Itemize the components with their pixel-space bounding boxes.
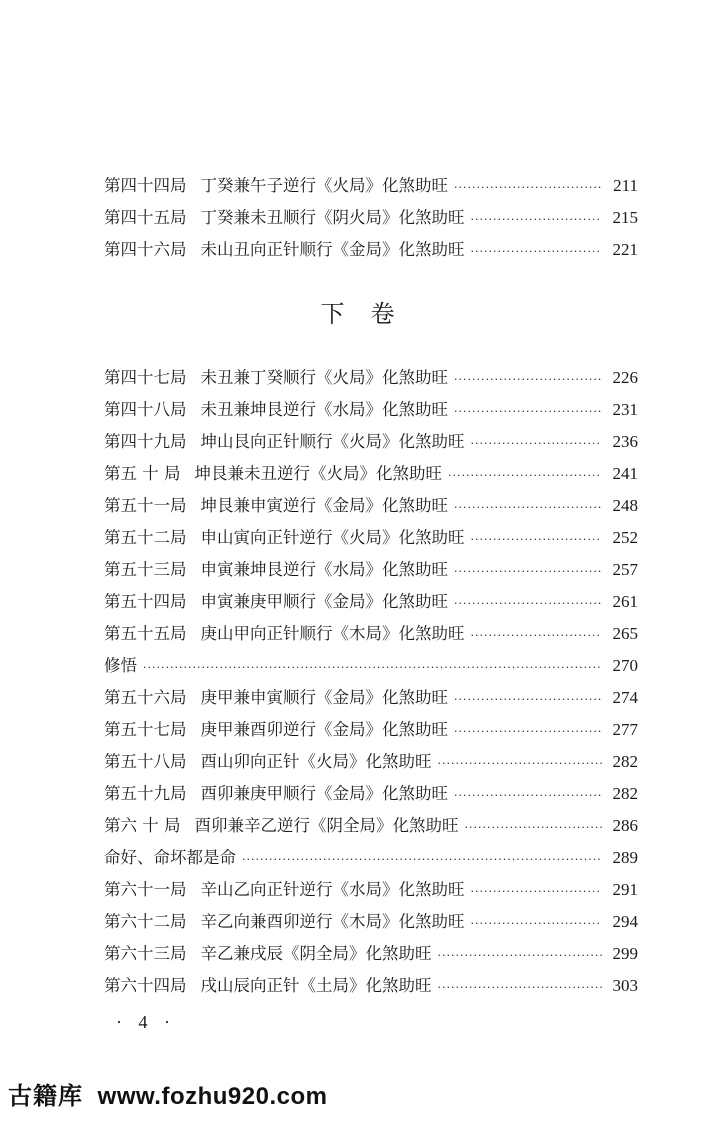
toc-entry-title: 丁癸兼未丑顺行《阴火局》化煞助旺 [200, 208, 465, 227]
toc-entry-title: 申寅兼庚甲顺行《金局》化煞助旺 [200, 592, 448, 611]
toc-leader-dots [471, 876, 603, 908]
toc-leader-dots [454, 556, 602, 588]
toc-entry-page: 289 [612, 848, 638, 867]
toc-leader-dots [471, 236, 603, 268]
toc-entry-label: 第五十八局 [104, 752, 187, 771]
toc-entry [104, 874, 638, 906]
watermark-url: www.fozhu920.com [97, 1083, 328, 1110]
toc-entry-label: 第四十四局 [104, 176, 187, 195]
toc-leader-dots [471, 524, 603, 556]
toc-leader-dots [471, 204, 603, 236]
toc-entry [104, 810, 638, 842]
toc-entry-title: 坤艮兼未丑逆行《火局》化煞助旺 [194, 464, 442, 483]
watermark-name: 古籍库 [8, 1083, 83, 1110]
toc-entry-page: 303 [612, 976, 638, 995]
toc-entry-page: 282 [612, 752, 638, 771]
toc-leader-dots [242, 844, 602, 876]
toc-entry-label: 第六十二局 [104, 912, 187, 931]
toc-leader-dots [471, 620, 603, 652]
toc-entry-title: 坤山艮向正针顺行《火局》化煞助旺 [200, 432, 465, 451]
toc-entry-label: 第五十六局 [104, 688, 187, 707]
page-number: · 4 · [116, 1012, 176, 1032]
toc-leader-dots [454, 364, 602, 396]
toc-entry-page: 265 [612, 624, 638, 643]
toc-leader-dots [454, 684, 602, 716]
toc-entry-title: 申寅兼坤艮逆行《水局》化煞助旺 [200, 560, 448, 579]
toc-entry-title: 酉卯兼辛乙逆行《阴全局》化煞助旺 [194, 816, 459, 835]
toc-entry-title: 修悟 [104, 656, 137, 675]
toc-entry-page: 226 [612, 368, 638, 387]
toc-entry [104, 618, 638, 650]
toc-entry-label: 第五十一局 [104, 496, 187, 515]
toc-entry [104, 586, 638, 618]
toc-entry-label: 第四十七局 [104, 368, 187, 387]
toc-entry-label: 第五十五局 [104, 624, 187, 643]
watermark [8, 1076, 327, 1111]
toc-entry-page: 252 [612, 528, 638, 547]
toc-entry [104, 650, 638, 682]
toc-entry-title: 未丑兼丁癸顺行《火局》化煞助旺 [200, 368, 448, 387]
toc-entry-page: 236 [612, 432, 638, 451]
toc-entry-label: 第五十七局 [104, 720, 187, 739]
toc-entry-page: 270 [612, 656, 638, 675]
toc-entry [104, 202, 638, 234]
toc-entry-page: 257 [612, 560, 638, 579]
toc-leader-dots [454, 396, 602, 428]
toc-top-section [104, 170, 638, 266]
toc-leader-dots [438, 748, 603, 780]
toc-leader-dots [454, 780, 602, 812]
toc-entry-title: 戌山辰向正针《土局》化煞助旺 [200, 976, 432, 995]
section-heading: 下卷 [320, 300, 421, 328]
toc-entry-title: 庚甲兼酉卯逆行《金局》化煞助旺 [200, 720, 448, 739]
toc-entry-page: 274 [612, 688, 638, 707]
toc-entry-page: 231 [612, 400, 638, 419]
toc-entry-title: 庚山甲向正针顺行《木局》化煞助旺 [200, 624, 465, 643]
toc-entry [104, 394, 638, 426]
toc-entry [104, 778, 638, 810]
toc-leader-dots [454, 716, 602, 748]
toc-entry-title: 未丑兼坤艮逆行《水局》化煞助旺 [200, 400, 448, 419]
toc-entry [104, 714, 638, 746]
toc-entry-title: 坤艮兼申寅逆行《金局》化煞助旺 [200, 496, 448, 515]
toc-entry-page: 211 [613, 176, 638, 195]
toc-entry-label: 第五十四局 [104, 592, 187, 611]
toc-entry-page: 248 [612, 496, 638, 515]
toc-entry [104, 682, 638, 714]
toc-leader-dots [465, 812, 603, 844]
toc-entry-title: 命好、命坏都是命 [104, 848, 236, 867]
toc-entry-label: 第六 十 局 [104, 816, 181, 835]
toc-entry-label: 第四十八局 [104, 400, 187, 419]
toc-entry-label: 第四十六局 [104, 240, 187, 259]
toc-entry-page: 282 [612, 784, 638, 803]
toc-entry [104, 906, 638, 938]
toc-leader-dots [438, 972, 603, 1004]
toc-entry-page: 294 [612, 912, 638, 931]
toc-entry-page: 261 [612, 592, 638, 611]
toc-entry [104, 938, 638, 970]
toc-entry-title: 未山丑向正针顺行《金局》化煞助旺 [200, 240, 465, 259]
toc-entry [104, 458, 638, 490]
toc-entry-label: 第五十九局 [104, 784, 187, 803]
toc-entry-label: 第五十二局 [104, 528, 187, 547]
toc-leader-dots [454, 492, 602, 524]
toc-leader-dots [448, 460, 602, 492]
toc-entry-page: 286 [612, 816, 638, 835]
toc-entry-page: 277 [612, 720, 638, 739]
toc-entry-title: 辛乙兼戌辰《阴全局》化煞助旺 [200, 944, 432, 963]
toc-entry-page: 221 [612, 240, 638, 259]
toc-entry-label: 第六十四局 [104, 976, 187, 995]
toc-entry-title: 辛山乙向正针逆行《水局》化煞助旺 [200, 880, 465, 899]
toc-entry-page: 241 [612, 464, 638, 483]
toc-entry [104, 554, 638, 586]
toc-entry-label: 第五十三局 [104, 560, 187, 579]
toc-entry [104, 170, 638, 202]
toc-entry-title: 酉山卯向正针《火局》化煞助旺 [200, 752, 432, 771]
toc-entry-label: 第四十五局 [104, 208, 187, 227]
toc-entry [104, 746, 638, 778]
toc-entry-page: 291 [612, 880, 638, 899]
toc-entry-title: 丁癸兼午子逆行《火局》化煞助旺 [200, 176, 448, 195]
toc-entry-title: 申山寅向正针逆行《火局》化煞助旺 [200, 528, 465, 547]
toc-entry [104, 490, 638, 522]
toc-bottom-section [104, 362, 638, 1002]
toc-entry-page: 215 [612, 208, 638, 227]
toc-entry-title: 酉卯兼庚甲顺行《金局》化煞助旺 [200, 784, 448, 803]
toc-entry-label: 第五 十 局 [104, 464, 181, 483]
toc-entry [104, 426, 638, 458]
toc-entry [104, 522, 638, 554]
toc-entry-title: 庚甲兼申寅顺行《金局》化煞助旺 [200, 688, 448, 707]
toc-entry [104, 842, 638, 874]
toc-entry [104, 234, 638, 266]
toc-entry-label: 第六十三局 [104, 944, 187, 963]
toc-leader-dots [143, 652, 602, 684]
toc-entry-page: 299 [612, 944, 638, 963]
toc-entry [104, 970, 638, 1002]
toc-leader-dots [454, 172, 602, 204]
toc-leader-dots [454, 588, 602, 620]
toc-entry-title: 辛乙向兼酉卯逆行《木局》化煞助旺 [200, 912, 465, 931]
toc-entry-label: 第四十九局 [104, 432, 187, 451]
toc-entry [104, 362, 638, 394]
toc-leader-dots [471, 428, 603, 460]
toc-leader-dots [438, 940, 603, 972]
toc-entry-label: 第六十一局 [104, 880, 187, 899]
toc-leader-dots [471, 908, 603, 940]
